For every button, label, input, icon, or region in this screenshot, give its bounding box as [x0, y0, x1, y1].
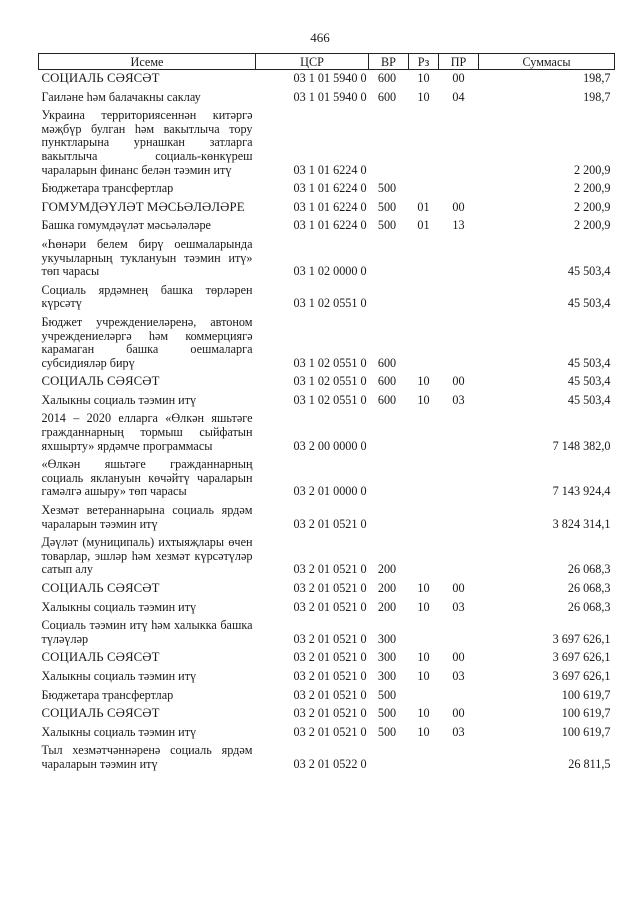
- header-pr: ПР: [439, 54, 479, 70]
- cell-csr: 03 1 02 0000 0: [293, 264, 367, 279]
- table-row: [39, 282, 615, 314]
- table-header-row: [39, 54, 615, 70]
- cell-name: Социаль ярдәмнең башка төрләрен күрсәтү: [41, 282, 253, 311]
- cell-name: Халыкны социаль тәэмин итү: [41, 392, 197, 407]
- table-row: [39, 107, 615, 180]
- cell-csr: 03 2 01 0521 0: [293, 706, 367, 721]
- cell-rz: 10: [417, 706, 430, 721]
- cell-name: Бюджетара трансфертлар: [41, 687, 174, 702]
- cell-vr: 500: [377, 724, 397, 739]
- cell-pr: [439, 502, 479, 534]
- table-row: [39, 724, 615, 743]
- cell-pr: [439, 456, 479, 502]
- cell-rz: [409, 534, 439, 580]
- cell-sum: 26 811,5: [568, 756, 611, 771]
- cell-vr: 600: [377, 374, 397, 389]
- cell-sum: 2 200,9: [573, 199, 611, 214]
- cell-vr: 600: [377, 71, 397, 85]
- cell-pr: 00: [452, 71, 465, 85]
- table-row: [39, 742, 615, 774]
- cell-csr: 03 2 01 0522 0: [293, 756, 367, 771]
- cell-name: 2014 – 2020 елларга «Өлкән яшьтәге гражданнарның тормыш сыйфатын яхшырту» ярдәмче программасы: [41, 411, 253, 453]
- table-row: [39, 649, 615, 668]
- table-row: [39, 502, 615, 534]
- cell-vr: [369, 456, 409, 502]
- cell-vr: 500: [377, 199, 397, 214]
- cell-vr: 500: [377, 181, 397, 196]
- cell-pr: [439, 410, 479, 456]
- cell-sum: 7 148 382,0: [552, 438, 611, 453]
- cell-vr: [369, 282, 409, 314]
- cell-sum: 45 503,4: [567, 392, 611, 407]
- cell-name: СОЦИАЛЬ СӘЯСӘТ: [41, 581, 160, 595]
- table-row: [39, 373, 615, 392]
- header-name: Исеме: [39, 54, 256, 70]
- cell-rz: [409, 742, 439, 774]
- header-sum: Суммасы: [479, 54, 615, 70]
- cell-sum: 26 068,3: [567, 599, 611, 614]
- table-row: [39, 599, 615, 618]
- table-row: [39, 392, 615, 411]
- table-row: [39, 410, 615, 456]
- cell-rz: 10: [417, 599, 430, 614]
- cell-rz: [409, 180, 439, 199]
- cell-rz: [409, 410, 439, 456]
- cell-pr: 13: [452, 218, 465, 233]
- cell-pr: 00: [452, 374, 465, 389]
- table-row: [39, 456, 615, 502]
- header-rz: Рз: [409, 54, 439, 70]
- table-row: [39, 180, 615, 199]
- cell-vr: [369, 502, 409, 534]
- cell-pr: [439, 180, 479, 199]
- cell-pr: 00: [452, 581, 465, 595]
- cell-name: Тыл хезмәтчәннәренә социаль ярдәм чараларын тәэмин итү: [41, 743, 253, 771]
- cell-csr: 03 1 02 0551 0: [293, 374, 367, 389]
- cell-csr: 03 1 01 5940 0: [293, 89, 367, 104]
- cell-vr: 500: [377, 706, 397, 721]
- cell-rz: 10: [417, 650, 430, 665]
- cell-pr: [439, 107, 479, 180]
- cell-rz: 10: [417, 668, 430, 683]
- cell-sum: 3 697 626,1: [552, 668, 611, 683]
- cell-pr: 03: [452, 724, 465, 739]
- cell-pr: 00: [452, 650, 465, 665]
- cell-rz: 01: [417, 199, 430, 214]
- cell-vr: 600: [377, 89, 397, 104]
- cell-sum: 198,7: [583, 71, 611, 85]
- cell-rz: 10: [417, 89, 430, 104]
- table-row: [39, 199, 615, 218]
- cell-sum: 2 200,9: [573, 162, 611, 177]
- cell-pr: [439, 282, 479, 314]
- cell-name: Халыкны социаль тәэмин итү: [41, 668, 197, 683]
- cell-pr: 03: [452, 599, 465, 614]
- cell-rz: 10: [417, 392, 430, 407]
- cell-csr: 03 2 01 0521 0: [293, 650, 367, 665]
- cell-rz: [409, 617, 439, 649]
- cell-pr: 03: [452, 668, 465, 683]
- cell-name: ГОМУМДӘҮЛӘТ МӘСЬӘЛӘЛӘРЕ: [41, 199, 245, 214]
- cell-pr: [439, 742, 479, 774]
- cell-name: СОЦИАЛЬ СӘЯСӘТ: [41, 706, 160, 721]
- budget-table: [38, 53, 615, 775]
- cell-name: СОЦИАЛЬ СӘЯСӘТ: [41, 650, 160, 665]
- cell-csr: 03 1 01 6224 0: [293, 218, 367, 233]
- cell-name: «Һөнәри белем бирү оешмаларында укучыларның туклануын тәэмин итү» төп чарасы: [41, 236, 253, 279]
- cell-rz: [409, 502, 439, 534]
- cell-csr: 03 2 01 0521 0: [293, 581, 367, 595]
- cell-csr: 03 1 01 6224 0: [293, 162, 367, 177]
- cell-csr: 03 2 01 0521 0: [293, 687, 367, 702]
- table-row: [39, 217, 615, 236]
- header-vr: ВР: [369, 54, 409, 70]
- cell-vr: [369, 236, 409, 282]
- cell-vr: 200: [377, 562, 397, 577]
- cell-csr: 03 2 01 0000 0: [293, 484, 367, 499]
- cell-sum: 45 503,4: [567, 374, 611, 389]
- cell-sum: 26 068,3: [567, 581, 611, 595]
- cell-sum: 100 619,7: [561, 687, 611, 702]
- cell-vr: 200: [377, 581, 397, 595]
- cell-vr: 600: [377, 392, 397, 407]
- cell-pr: 00: [452, 706, 465, 721]
- cell-name: Украина территориясеннән китәргә мәҗбүр булган һәм вакытлыча тору пунктларына урнашкан затларга вакытлыча социаль-көнкүреш чараларын финанс белән тәэмин итү: [41, 108, 253, 177]
- table-row: [39, 705, 615, 724]
- table-row: [39, 687, 615, 706]
- cell-csr: 03 2 01 0521 0: [293, 668, 367, 683]
- page-number: 466: [310, 30, 330, 45]
- table-row: [39, 580, 615, 599]
- cell-vr: 500: [377, 218, 397, 233]
- cell-rz: [409, 456, 439, 502]
- cell-pr: 00: [452, 199, 465, 214]
- cell-pr: [439, 534, 479, 580]
- cell-name: Бюджетара трансфертлар: [41, 181, 174, 196]
- cell-rz: [409, 314, 439, 373]
- cell-vr: 300: [377, 650, 397, 665]
- cell-csr: 03 1 02 0551 0: [293, 296, 367, 311]
- cell-pr: 04: [452, 89, 465, 104]
- cell-vr: 500: [377, 687, 397, 702]
- cell-csr: 03 2 01 0521 0: [293, 562, 367, 577]
- cell-sum: 45 503,4: [567, 296, 611, 311]
- cell-vr: [369, 107, 409, 180]
- table-row: [39, 617, 615, 649]
- cell-pr: [439, 236, 479, 282]
- cell-vr: 200: [377, 599, 397, 614]
- cell-rz: 01: [417, 218, 430, 233]
- cell-sum: 26 068,3: [567, 562, 611, 577]
- cell-name: Гаиләне һәм балачакны саклау: [41, 89, 201, 104]
- cell-pr: [439, 687, 479, 706]
- cell-name: СОЦИАЛЬ СӘЯСӘТ: [41, 71, 160, 85]
- cell-rz: 10: [417, 374, 430, 389]
- table-row: [39, 314, 615, 373]
- cell-sum: 3 824 314,1: [552, 516, 611, 531]
- table-row: [39, 70, 615, 89]
- cell-pr: [439, 314, 479, 373]
- cell-name: «Өлкән яшьтәге гражданнарның социаль яклануын көчәйтү чараларын гамәлгә ашыру» төп чарасы: [41, 457, 253, 499]
- header-csr: ЦСР: [256, 54, 369, 70]
- cell-sum: 198,7: [583, 89, 611, 104]
- cell-csr: 03 2 01 0521 0: [293, 516, 367, 531]
- cell-pr: 03: [452, 392, 465, 407]
- cell-pr: [439, 617, 479, 649]
- cell-sum: 45 503,4: [567, 264, 611, 279]
- cell-csr: 03 2 01 0521 0: [293, 724, 367, 739]
- cell-vr: 300: [377, 631, 397, 646]
- cell-name: Дәүләт (муниципаль) ихтыяҗлары өчен товарлар, эшләр һәм хезмәт күрсәтүләр сатып алу: [41, 535, 253, 577]
- table-row: [39, 668, 615, 687]
- cell-rz: 10: [417, 581, 430, 595]
- cell-sum: 2 200,9: [573, 181, 611, 196]
- cell-csr: 03 2 01 0521 0: [293, 599, 367, 614]
- cell-vr: [369, 410, 409, 456]
- cell-csr: 03 1 02 0551 0: [293, 355, 367, 370]
- cell-sum: 2 200,9: [573, 218, 611, 233]
- cell-name: Хезмәт ветераннарына социаль ярдәм чараларын тәэмин итү: [41, 503, 253, 531]
- cell-vr: 600: [377, 355, 397, 370]
- cell-sum: 3 697 626,1: [552, 650, 611, 665]
- table-row: [39, 236, 615, 282]
- table-body: [39, 70, 615, 775]
- cell-sum: 100 619,7: [561, 724, 611, 739]
- cell-name: Бюджет учреждениеләренә, автоном учреждениеләргә һәм коммерциягә карамаган башка оешмаларга субсидияләр бирү: [41, 314, 253, 370]
- cell-csr: 03 2 01 0521 0: [293, 631, 367, 646]
- cell-csr: 03 1 02 0551 0: [293, 392, 367, 407]
- cell-vr: [369, 742, 409, 774]
- cell-csr: 03 1 01 5940 0: [293, 71, 367, 85]
- cell-rz: [409, 236, 439, 282]
- cell-rz: [409, 282, 439, 314]
- cell-sum: 45 503,4: [567, 355, 611, 370]
- cell-name: СОЦИАЛЬ СӘЯСӘТ: [41, 374, 160, 389]
- cell-csr: 03 2 00 0000 0: [293, 438, 367, 453]
- cell-sum: 3 697 626,1: [552, 631, 611, 646]
- table-row: [39, 534, 615, 580]
- cell-sum: 7 143 924,4: [552, 484, 611, 499]
- cell-vr: 300: [377, 668, 397, 683]
- cell-name: Халыкны социаль тәэмин итү: [41, 724, 197, 739]
- cell-rz: 10: [417, 724, 430, 739]
- table-row: [39, 89, 615, 108]
- cell-rz: [409, 687, 439, 706]
- cell-rz: 10: [417, 71, 430, 85]
- cell-name: Социаль тәэмин итү һәм халыкка башка түләүләр: [41, 618, 253, 646]
- cell-sum: 100 619,7: [561, 706, 611, 721]
- cell-name: Башка гомумдәүләт мәсьәләләре: [41, 218, 211, 233]
- cell-csr: 03 1 01 6224 0: [293, 181, 367, 196]
- cell-csr: 03 1 01 6224 0: [293, 199, 367, 214]
- cell-name: Халыкны социаль тәэмин итү: [41, 599, 197, 614]
- cell-rz: [409, 107, 439, 180]
